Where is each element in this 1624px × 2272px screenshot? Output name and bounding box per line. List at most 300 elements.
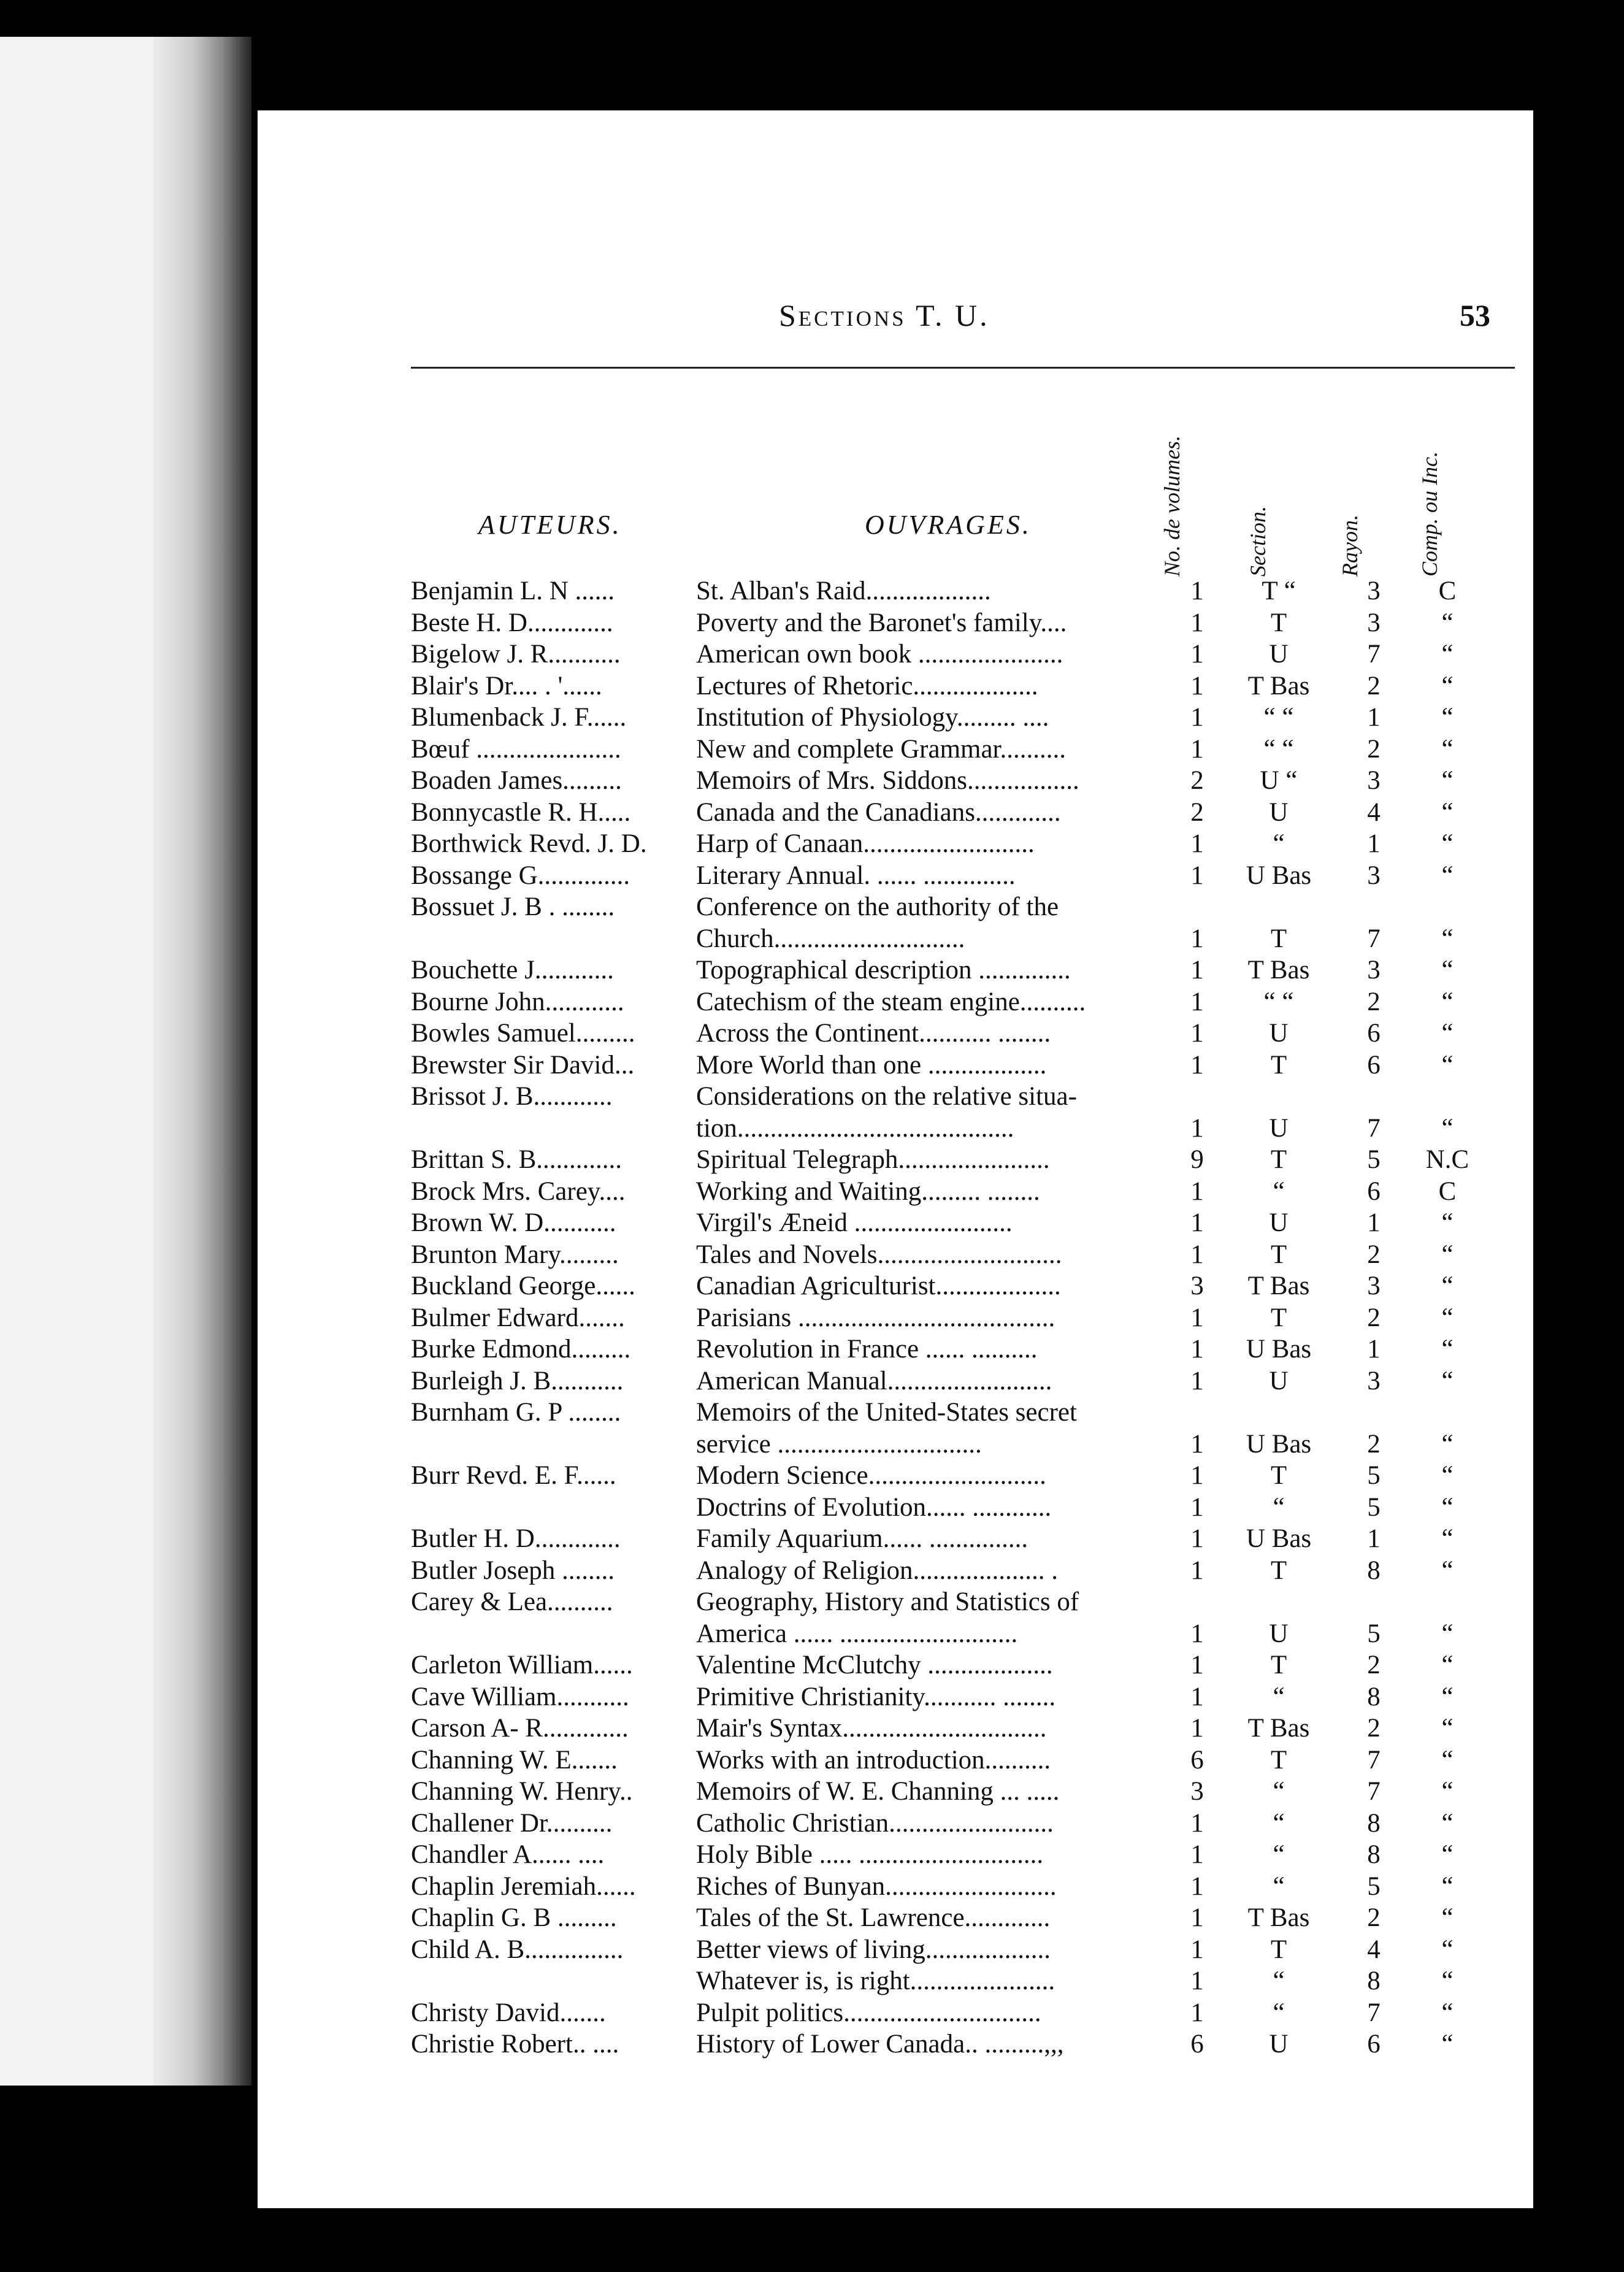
author-cell: Brittan S. B............. [411,1145,622,1174]
rayon-cell: 2 [1367,1651,1381,1679]
title-cell: Memoirs of W. E. Channing ... ..... [696,1777,1060,1806]
table-row [411,1871,1515,1903]
comp-cell: “ [1441,671,1454,700]
column-header-volumes: No. de volumes. [1160,436,1184,577]
table-row [411,1586,1515,1618]
table-row [411,1681,1515,1713]
rayon-cell: 4 [1367,797,1381,827]
title-cell: Modern Science........................... [696,1461,1046,1490]
volumes-cell: 1 [1190,1714,1204,1743]
volumes-cell: 1 [1190,1366,1204,1395]
table-row [411,1902,1515,1934]
title-cell: Memoirs of the United-States secret [696,1398,1077,1427]
rayon-cell: 5 [1367,1461,1381,1490]
section-cell: U [1269,797,1289,827]
title-cell: Holy Bible ..... ............................ [696,1840,1044,1869]
section-cell: U Bas [1246,1335,1312,1364]
volumes-cell: 1 [1190,577,1204,605]
volumes-cell: 1 [1190,608,1204,637]
rayon-cell: 6 [1367,1176,1381,1206]
comp-cell: C [1438,1176,1457,1206]
comp-cell: “ [1441,1240,1454,1269]
title-cell: Memoirs of Mrs. Siddons................. [696,766,1079,795]
author-cell: Channing W. E....... [411,1745,618,1775]
comp-cell: N.C [1425,1145,1469,1174]
author-cell: Christie Robert.. .... [411,2030,619,2059]
volumes-cell: 9 [1190,1145,1204,1174]
table-row [411,1176,1515,1208]
comp-cell: “ [1441,1050,1454,1080]
section-cell: T Bas [1247,956,1310,984]
rayon-cell: 5 [1367,1871,1381,1901]
comp-cell: “ [1441,608,1454,637]
column-header-ouvrages: OUVRAGES. [865,510,1032,540]
comp-cell: “ [1441,1303,1454,1332]
comp-cell: “ [1441,1682,1454,1711]
table-row [411,1492,1515,1524]
title-cell: More World than one .................. [696,1050,1047,1080]
title-cell: Works with an introduction.......... [696,1745,1051,1775]
volumes-cell: 1 [1190,1240,1204,1269]
title-cell: Tales of the St. Lawrence............. [696,1903,1051,1932]
rayon-cell: 7 [1367,924,1381,953]
rayon-cell: 1 [1367,829,1381,858]
author-cell: Child A. B............... [411,1935,624,1964]
title-cell: Parisians ....................................... [696,1303,1055,1332]
comp-cell: “ [1441,1714,1454,1743]
table-row [411,1050,1515,1081]
rayon-cell: 2 [1367,1240,1381,1269]
title-cell: Considerations on the relative situa- [696,1082,1077,1111]
rayon-cell: 5 [1367,1619,1381,1648]
volumes-cell: 2 [1190,797,1204,827]
comp-cell: “ [1441,1429,1454,1459]
author-cell: Benjamin L. N ...... [411,577,615,605]
volumes-cell: 1 [1190,1808,1204,1838]
author-cell: Butler Joseph ........ [411,1556,615,1585]
author-cell: Burke Edmond......... [411,1335,631,1364]
section-cell: T [1270,608,1287,637]
title-cell: Catholic Christian......................... [696,1808,1054,1838]
comp-cell: “ [1441,1461,1454,1490]
section-cell: T Bas [1247,1903,1310,1932]
author-cell: Brown W. D........... [411,1208,616,1237]
author-cell: Bouchette J............ [411,956,614,984]
comp-cell: “ [1441,797,1454,827]
rayon-cell: 7 [1367,1745,1381,1775]
comp-cell: C [1438,577,1457,605]
rayon-cell: 1 [1367,1208,1381,1237]
section-cell: T [1270,1303,1287,1332]
section-cell: “ [1273,1840,1285,1869]
table-row [411,575,1515,607]
section-cell: “ [1273,1871,1285,1901]
rayon-cell: 2 [1367,1903,1381,1932]
table-row [411,1365,1515,1397]
title-cell: America ...... ........................... [696,1619,1018,1648]
rayon-cell: 3 [1367,1366,1381,1395]
author-cell: Bossange G.............. [411,861,630,890]
rayon-cell: 7 [1367,640,1381,669]
section-cell: U [1269,1366,1289,1395]
title-cell: Lectures of Rhetoric................... [696,671,1038,700]
author-cell: Burr Revd. E. F...... [411,1461,616,1490]
volumes-cell: 1 [1190,1461,1204,1490]
section-cell: T Bas [1247,1714,1310,1743]
section-cell: U “ [1260,766,1298,795]
comp-cell: “ [1441,1272,1454,1300]
table-row [411,734,1515,766]
author-cell: Challener Dr.......... [411,1808,613,1838]
rayon-cell: 3 [1367,766,1381,795]
table-row [411,891,1515,923]
section-cell: T [1270,1461,1287,1490]
table-row [411,1808,1515,1840]
rayon-cell: 6 [1367,1019,1381,1048]
table-row [411,2028,1515,2060]
title-cell: Riches of Bunyan.......................... [696,1871,1057,1901]
section-cell: U [1269,1113,1289,1143]
rayon-cell: 3 [1367,608,1381,637]
comp-cell: “ [1441,829,1454,858]
rayon-cell: 1 [1367,703,1381,732]
title-cell: Revolution in France ...... .......... [696,1335,1038,1364]
rayon-cell: 8 [1367,1682,1381,1711]
section-cell: T [1270,1745,1287,1775]
author-cell: Beste H. D............. [411,608,613,637]
table-row [411,1334,1515,1365]
rayon-cell: 7 [1367,1777,1381,1806]
rayon-cell: 3 [1367,1272,1381,1300]
section-cell: U [1269,1208,1289,1237]
rayon-cell: 7 [1367,1113,1381,1143]
author-cell: Burnham G. P ........ [411,1398,621,1427]
title-cell: Geography, History and Statistics of [696,1587,1079,1616]
rayon-cell: 2 [1367,1429,1381,1459]
table-row [411,1744,1515,1776]
rayon-cell: 2 [1367,1714,1381,1743]
author-cell: Bulmer Edward....... [411,1303,625,1332]
column-header-comp: Comp. ou Inc. [1417,451,1442,577]
section-cell: T [1270,1050,1287,1080]
section-cell: “ “ [1263,734,1294,764]
author-cell: Chandler A...... .... [411,1840,605,1869]
volumes-cell: 1 [1190,1967,1204,1995]
section-cell: “ [1273,1777,1285,1806]
comp-cell: “ [1441,861,1454,890]
table-row [411,923,1515,955]
title-cell: Family Aquarium...... ............... [696,1524,1028,1553]
author-cell: Christy David....... [411,1998,606,2027]
comp-cell: “ [1441,924,1454,953]
title-cell: Working and Waiting......... ........ [696,1176,1040,1206]
table-row [411,1555,1515,1587]
volumes-cell: 1 [1190,703,1204,732]
author-cell: Bourne John............ [411,987,624,1016]
section-cell: U [1269,2030,1289,2059]
rayon-cell: 7 [1367,1998,1381,2027]
table-row [411,702,1515,734]
volumes-cell: 1 [1190,1556,1204,1585]
title-cell: Pulpit politics.............................. [696,1998,1041,2027]
table-row [411,1776,1515,1808]
volumes-cell: 2 [1190,766,1204,795]
section-cell: U [1269,1019,1289,1048]
comp-cell: “ [1441,734,1454,764]
title-cell: Catechism of the steam engine.......... [696,987,1086,1016]
volumes-cell: 1 [1190,1303,1204,1332]
author-cell: Burleigh J. B........... [411,1366,624,1395]
title-cell: Better views of living................... [696,1935,1051,1964]
title-cell: American Manual......................... [696,1366,1052,1395]
section-cell: “ [1273,1682,1285,1711]
title-cell: New and complete Grammar.......... [696,734,1067,764]
volumes-cell: 1 [1190,1619,1204,1648]
volumes-cell: 1 [1190,1050,1204,1080]
section-cell: “ [1273,1967,1285,1995]
title-cell: Valentine McClutchy ................... [696,1651,1053,1679]
title-cell: Canadian Agriculturist................... [696,1272,1061,1300]
comp-cell: “ [1441,1998,1454,2027]
volumes-cell: 1 [1190,1935,1204,1964]
title-cell: Virgil's Æneid ........................ [696,1208,1013,1237]
section-title: Sections T. U. [779,298,990,332]
title-cell: Conference on the authority of the [696,892,1059,921]
author-cell: Brock Mrs. Carey.... [411,1176,626,1206]
rayon-cell: 1 [1367,1335,1381,1364]
comp-cell: “ [1441,1492,1454,1522]
volumes-cell: 1 [1190,829,1204,858]
volumes-cell: 6 [1190,1745,1204,1775]
comp-cell: “ [1441,1651,1454,1679]
rayon-cell: 4 [1367,1935,1381,1964]
table-row [411,1618,1515,1650]
section-cell: “ [1273,1808,1285,1838]
author-cell: Butler H. D............. [411,1524,621,1553]
table-row [411,828,1515,860]
comp-cell: “ [1441,1871,1454,1901]
title-cell: American own book ...................... [696,640,1063,669]
table-row [411,1523,1515,1555]
title-cell: Tales and Novels............................ [696,1240,1062,1269]
column-header-auteurs: AUTEURS. [478,510,622,540]
volumes-cell: 1 [1190,1492,1204,1522]
table-row [411,1239,1515,1271]
volumes-cell: 1 [1190,1871,1204,1901]
volumes-cell: 1 [1190,1429,1204,1459]
comp-cell: “ [1441,1619,1454,1648]
title-cell: service ............................... [696,1429,982,1459]
volumes-cell: 1 [1190,1682,1204,1711]
table-row [411,1460,1515,1492]
comp-cell: “ [1441,956,1454,984]
author-cell: Bigelow J. R........... [411,640,621,669]
title-cell: Doctrins of Evolution...... ............ [696,1492,1052,1522]
running-head [411,297,1515,347]
page-number: 53 [1460,298,1490,332]
comp-cell: “ [1441,1019,1454,1048]
header-rule [411,367,1515,369]
author-cell: Buckland George...... [411,1272,635,1300]
author-cell: Blumenback J. F...... [411,703,627,732]
volumes-cell: 1 [1190,956,1204,984]
volumes-cell: 1 [1190,1113,1204,1143]
volumes-cell: 3 [1190,1777,1204,1806]
volumes-cell: 1 [1190,861,1204,890]
facing-page-edge [0,37,245,2086]
volumes-cell: 1 [1190,671,1204,700]
column-header-section: Section. [1246,506,1270,577]
section-cell: U [1269,640,1289,669]
section-cell: “ [1273,1998,1285,2027]
author-cell: Cave William........... [411,1682,629,1711]
volumes-cell: 1 [1190,640,1204,669]
volumes-cell: 3 [1190,1272,1204,1300]
volumes-cell: 1 [1190,1208,1204,1237]
volumes-cell: 1 [1190,1998,1204,2027]
author-cell: Bœuf ...................... [411,734,621,764]
author-cell: Borthwick Revd. J. D. [411,829,647,858]
author-cell: Carleton William...... [411,1651,633,1679]
comp-cell: “ [1441,1777,1454,1806]
title-cell: Topographical description .............. [696,956,1071,984]
volumes-cell: 1 [1190,987,1204,1016]
section-cell: T [1270,1651,1287,1679]
comp-cell: “ [1441,1335,1454,1364]
title-cell: History of Lower Canada.. .........,,, [696,2030,1064,2059]
page-content [411,110,1515,2208]
comp-cell: “ [1441,1967,1454,1995]
table-row [411,797,1515,829]
comp-cell: “ [1441,703,1454,732]
comp-cell: “ [1441,1366,1454,1395]
section-cell: T [1270,924,1287,953]
table-row [411,1649,1515,1681]
book-gutter [153,37,251,2086]
section-cell: U Bas [1246,1429,1312,1459]
volumes-cell: 1 [1190,924,1204,953]
volumes-cell: 1 [1190,1524,1204,1553]
table-row [411,954,1515,986]
title-cell: Whatever is, is right...................... [696,1967,1055,1995]
rayon-cell: 8 [1367,1556,1381,1585]
title-cell: tion.......................................... [696,1113,1014,1143]
column-header-rayon: Rayon. [1338,515,1362,577]
table-row [411,1081,1515,1113]
table-row [411,1207,1515,1239]
author-cell: Blair's Dr.... . '...... [411,671,602,700]
comp-cell: “ [1441,1935,1454,1964]
comp-cell: “ [1441,1903,1454,1932]
volumes-cell: 1 [1190,1019,1204,1048]
table-row [411,1397,1515,1429]
author-cell: Carson A- R............. [411,1714,629,1743]
title-cell: Church............................. [696,924,965,953]
table-row [411,860,1515,892]
comp-cell: “ [1441,1840,1454,1869]
rayon-cell: 3 [1367,956,1381,984]
table-row [411,1018,1515,1050]
author-cell: Bowles Samuel......... [411,1019,635,1048]
section-cell: T “ [1262,577,1296,605]
comp-cell: “ [1441,640,1454,669]
section-cell: T [1270,1556,1287,1585]
section-cell: T [1270,1145,1287,1174]
title-cell: Analogy of Religion.................... . [696,1556,1059,1585]
rayon-cell: 8 [1367,1840,1381,1869]
author-cell: Chaplin Jeremiah...... [411,1871,636,1901]
author-cell: Bonnycastle R. H..... [411,797,631,827]
section-cell: T [1270,1240,1287,1269]
section-cell: T Bas [1247,1272,1310,1300]
table-row [411,765,1515,797]
comp-cell: “ [1441,766,1454,795]
section-cell: T [1270,1935,1287,1964]
comp-cell: “ [1441,1556,1454,1585]
title-cell: Mair's Syntax............................... [696,1714,1047,1743]
rayon-cell: 5 [1367,1492,1381,1522]
author-cell: Carey & Lea.......... [411,1587,613,1616]
author-cell: Bossuet J. B . ........ [411,892,615,921]
catalogue-table [411,575,1515,2060]
table-row [411,1113,1515,1145]
comp-cell: “ [1441,987,1454,1016]
catalogue-page [258,110,1533,2208]
rayon-cell: 2 [1367,987,1381,1016]
table-row [411,986,1515,1018]
table-row [411,1997,1515,2029]
table-row [411,639,1515,670]
table-row [411,1144,1515,1176]
rayon-cell: 8 [1367,1808,1381,1838]
rayon-cell: 2 [1367,671,1381,700]
comp-cell: “ [1441,1745,1454,1775]
section-cell: “ [1273,1176,1285,1206]
table-row [411,1965,1515,1997]
table-row [411,1302,1515,1334]
section-cell: “ [1273,1492,1285,1522]
volumes-cell: 1 [1190,1903,1204,1932]
title-cell: Primitive Christianity........... ........ [696,1682,1056,1711]
section-cell: U Bas [1246,861,1312,890]
volumes-cell: 1 [1190,1335,1204,1364]
title-cell: St. Alban's Raid................... [696,577,991,605]
rayon-cell: 2 [1367,1303,1381,1332]
comp-cell: “ [1441,1208,1454,1237]
title-cell: Literary Annual. ...... .............. [696,861,1016,890]
section-cell: “ [1273,829,1285,858]
rayon-cell: 3 [1367,861,1381,890]
section-cell: “ “ [1263,987,1294,1016]
title-cell: Harp of Canaan.......................... [696,829,1035,858]
author-cell: Brissot J. B............ [411,1082,613,1111]
volumes-cell: 1 [1190,1651,1204,1679]
section-cell: “ “ [1263,703,1294,732]
rayon-cell: 8 [1367,1967,1381,1995]
rayon-cell: 6 [1367,1050,1381,1080]
title-cell: Canada and the Canadians............. [696,797,1061,827]
table-row [411,1934,1515,1966]
author-cell: Boaden James......... [411,766,622,795]
title-cell: Poverty and the Baronet's family.... [696,608,1067,637]
table-row [411,607,1515,639]
table-row [411,670,1515,702]
volumes-cell: 1 [1190,734,1204,764]
comp-cell: “ [1441,2030,1454,2059]
author-cell: Chaplin G. B ......... [411,1903,617,1932]
title-cell: Institution of Physiology......... .... [696,703,1049,732]
volumes-cell: 6 [1190,2030,1204,2059]
